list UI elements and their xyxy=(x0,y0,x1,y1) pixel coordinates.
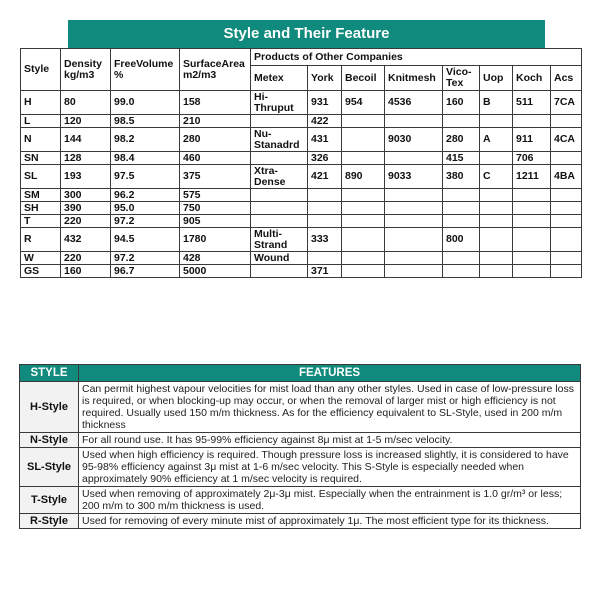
table-cell xyxy=(251,215,308,228)
table-cell xyxy=(308,252,342,265)
table-cell xyxy=(513,189,551,202)
table-cell xyxy=(551,228,582,252)
table-cell xyxy=(443,215,480,228)
table-cell xyxy=(443,265,480,278)
table-cell: 128 xyxy=(61,152,111,165)
table-cell: Hi-Thruput xyxy=(251,91,308,115)
table-cell xyxy=(551,115,582,128)
table-cell xyxy=(308,189,342,202)
table-cell xyxy=(342,189,385,202)
table-cell: 4CA xyxy=(551,128,582,152)
table-cell xyxy=(342,128,385,152)
table-row xyxy=(21,189,582,202)
table-cell: 98.4 xyxy=(111,152,180,165)
table-cell xyxy=(251,152,308,165)
style-feature-section xyxy=(20,20,581,278)
table-cell: SN xyxy=(21,152,61,165)
table-row xyxy=(21,228,582,252)
table-cell xyxy=(513,215,551,228)
table-cell xyxy=(342,115,385,128)
table-cell: 5000 xyxy=(180,265,251,278)
table-cell: 911 xyxy=(513,128,551,152)
table-cell: GS xyxy=(21,265,61,278)
table-cell xyxy=(342,152,385,165)
features-header-row xyxy=(20,365,581,382)
table-cell xyxy=(443,115,480,128)
table-cell xyxy=(342,202,385,215)
table-cell: 326 xyxy=(308,152,342,165)
table-cell: 371 xyxy=(308,265,342,278)
table-cell: 511 xyxy=(513,91,551,115)
header-company: Acs xyxy=(551,66,582,91)
table-cell: 1211 xyxy=(513,165,551,189)
header-free-volume: FreeVolume % xyxy=(111,49,180,91)
table-cell xyxy=(308,215,342,228)
table-cell xyxy=(385,202,443,215)
table-cell: 158 xyxy=(180,91,251,115)
table-cell: 98.5 xyxy=(111,115,180,128)
features-section xyxy=(19,364,580,529)
feature-style: H-Style xyxy=(20,382,79,433)
table-cell xyxy=(480,252,513,265)
feature-row xyxy=(20,514,581,529)
table-cell: 280 xyxy=(180,128,251,152)
table-cell xyxy=(551,189,582,202)
table-cell: Nu-Stanadrd xyxy=(251,128,308,152)
table-cell xyxy=(342,265,385,278)
header-density: Density kg/m3 xyxy=(61,49,111,91)
feature-style: R-Style xyxy=(20,514,79,529)
table-cell xyxy=(385,252,443,265)
table-cell xyxy=(385,152,443,165)
table-row xyxy=(21,91,582,115)
table-cell xyxy=(342,215,385,228)
table-cell: 160 xyxy=(61,265,111,278)
header-company: Vico-Tex xyxy=(443,66,480,91)
style-spec-table xyxy=(20,48,582,278)
table-cell: 95.0 xyxy=(111,202,180,215)
table-cell xyxy=(480,228,513,252)
table-cell xyxy=(251,189,308,202)
table-cell: 96.7 xyxy=(111,265,180,278)
table-cell: Xtra-Dense xyxy=(251,165,308,189)
table-cell: Multi-Strand xyxy=(251,228,308,252)
table-cell: 1780 xyxy=(180,228,251,252)
feature-description: Used when high efficiency is required. Though pressure loss is increased slightly, it is considered to have 95-98% efficiency against 3μ mist at 1-6 m/sec velocity. This S-Style is especially needed when approximately 90% efficiency at 1 m/sec velocity is required. xyxy=(79,448,581,487)
table-cell: 421 xyxy=(308,165,342,189)
table-cell xyxy=(551,215,582,228)
table-cell xyxy=(480,265,513,278)
table-cell: W xyxy=(21,252,61,265)
table-cell: 575 xyxy=(180,189,251,202)
table-title: Style and Their Feature xyxy=(68,20,545,48)
table-cell xyxy=(551,265,582,278)
table-cell: 97.2 xyxy=(111,252,180,265)
feature-description: Used when removing of approximately 2μ-3μ mist. Especially when the entrainment is 1.0 gr/m³ or less; 200 m/m to 300 m/m thickness is used. xyxy=(79,487,581,514)
header-surface-area: SurfaceArea m2/m3 xyxy=(180,49,251,91)
table-cell: 432 xyxy=(61,228,111,252)
header-style: Style xyxy=(21,49,61,91)
feature-row xyxy=(20,433,581,448)
table-cell: L xyxy=(21,115,61,128)
table-cell xyxy=(480,189,513,202)
table-cell: A xyxy=(480,128,513,152)
table-cell: T xyxy=(21,215,61,228)
table-cell xyxy=(480,202,513,215)
table-cell xyxy=(513,252,551,265)
header-company: Metex xyxy=(251,66,308,91)
table-cell: 460 xyxy=(180,152,251,165)
table-row xyxy=(21,165,582,189)
table-cell xyxy=(342,228,385,252)
feature-row xyxy=(20,487,581,514)
table-cell: 380 xyxy=(443,165,480,189)
table-cell: 144 xyxy=(61,128,111,152)
table-cell xyxy=(251,265,308,278)
feature-style: T-Style xyxy=(20,487,79,514)
table-cell: 9030 xyxy=(385,128,443,152)
table-cell: 706 xyxy=(513,152,551,165)
table-cell: 97.5 xyxy=(111,165,180,189)
table-cell: 120 xyxy=(61,115,111,128)
table-cell xyxy=(443,189,480,202)
table-cell: 98.2 xyxy=(111,128,180,152)
table-cell: 422 xyxy=(308,115,342,128)
table-row xyxy=(21,252,582,265)
table-cell xyxy=(443,252,480,265)
table-cell: 9033 xyxy=(385,165,443,189)
feature-description: For all round use. It has 95-99% efficiency against 8μ mist at 1-5 m/sec velocity. xyxy=(79,433,581,448)
table-cell: 4BA xyxy=(551,165,582,189)
table-cell xyxy=(308,202,342,215)
table-row xyxy=(21,202,582,215)
feature-style: SL-Style xyxy=(20,448,79,487)
table-cell: N xyxy=(21,128,61,152)
table-cell xyxy=(385,215,443,228)
table-row xyxy=(21,265,582,278)
header-company: Knitmesh xyxy=(385,66,443,91)
features-table xyxy=(19,364,581,529)
table-cell: H xyxy=(21,91,61,115)
table-cell xyxy=(480,152,513,165)
table-cell xyxy=(251,115,308,128)
header-company: Koch xyxy=(513,66,551,91)
feature-row xyxy=(20,382,581,433)
table-cell: SH xyxy=(21,202,61,215)
header-company: York xyxy=(308,66,342,91)
table-cell: 390 xyxy=(61,202,111,215)
table-cell xyxy=(551,252,582,265)
table-cell xyxy=(551,202,582,215)
table-cell: 333 xyxy=(308,228,342,252)
table-cell: 954 xyxy=(342,91,385,115)
table-cell: 160 xyxy=(443,91,480,115)
feature-row xyxy=(20,448,581,487)
table-cell: 931 xyxy=(308,91,342,115)
table-cell: C xyxy=(480,165,513,189)
table-row xyxy=(21,215,582,228)
table-cell: 220 xyxy=(61,215,111,228)
table-row xyxy=(21,128,582,152)
table-cell xyxy=(480,215,513,228)
table-cell: 428 xyxy=(180,252,251,265)
table-cell: 280 xyxy=(443,128,480,152)
table-cell: 193 xyxy=(61,165,111,189)
table-cell: 97.2 xyxy=(111,215,180,228)
header-row-1 xyxy=(21,49,582,66)
table-cell: 431 xyxy=(308,128,342,152)
table-row xyxy=(21,152,582,165)
table-cell: 415 xyxy=(443,152,480,165)
header-features: FEATURES xyxy=(79,365,581,382)
table-cell xyxy=(513,228,551,252)
table-cell xyxy=(385,265,443,278)
table-cell: 890 xyxy=(342,165,385,189)
table-cell xyxy=(480,115,513,128)
table-cell xyxy=(385,228,443,252)
table-cell: 4536 xyxy=(385,91,443,115)
table-cell: 94.5 xyxy=(111,228,180,252)
header-company: Uop xyxy=(480,66,513,91)
feature-description: Used for removing of every minute mist of approximately 1μ. The most efficient type for its thickness. xyxy=(79,514,581,529)
table-cell xyxy=(385,115,443,128)
header-company: Becoil xyxy=(342,66,385,91)
table-cell: 800 xyxy=(443,228,480,252)
table-cell xyxy=(251,202,308,215)
header-style: STYLE xyxy=(20,365,79,382)
table-cell xyxy=(551,152,582,165)
feature-style: N-Style xyxy=(20,433,79,448)
table-cell xyxy=(342,252,385,265)
feature-description: Can permit highest vapour velocities for mist load than any other styles. Used in case of low-pressure loss is required, or when blocking-up may occur, or when the removal of larger mist or high efficiency is not required. Usually used 150 m/m thickness. As for the efficiency equivalent to SL-Style, used in 200 m/m thickness xyxy=(79,382,581,433)
table-cell: 300 xyxy=(61,189,111,202)
header-products: Products of Other Companies xyxy=(251,49,582,66)
table-cell: 7CA xyxy=(551,91,582,115)
table-cell: 210 xyxy=(180,115,251,128)
table-cell: 750 xyxy=(180,202,251,215)
table-cell: R xyxy=(21,228,61,252)
table-cell xyxy=(513,265,551,278)
table-cell: Wound xyxy=(251,252,308,265)
table-cell: 80 xyxy=(61,91,111,115)
table-cell xyxy=(443,202,480,215)
table-cell: 99.0 xyxy=(111,91,180,115)
table-cell xyxy=(513,115,551,128)
table-cell: 905 xyxy=(180,215,251,228)
table-row xyxy=(21,115,582,128)
table-cell: 96.2 xyxy=(111,189,180,202)
table-cell xyxy=(513,202,551,215)
table-cell: SL xyxy=(21,165,61,189)
table-cell: 375 xyxy=(180,165,251,189)
table-cell: B xyxy=(480,91,513,115)
table-cell: 220 xyxy=(61,252,111,265)
table-cell: SM xyxy=(21,189,61,202)
table-cell xyxy=(385,189,443,202)
